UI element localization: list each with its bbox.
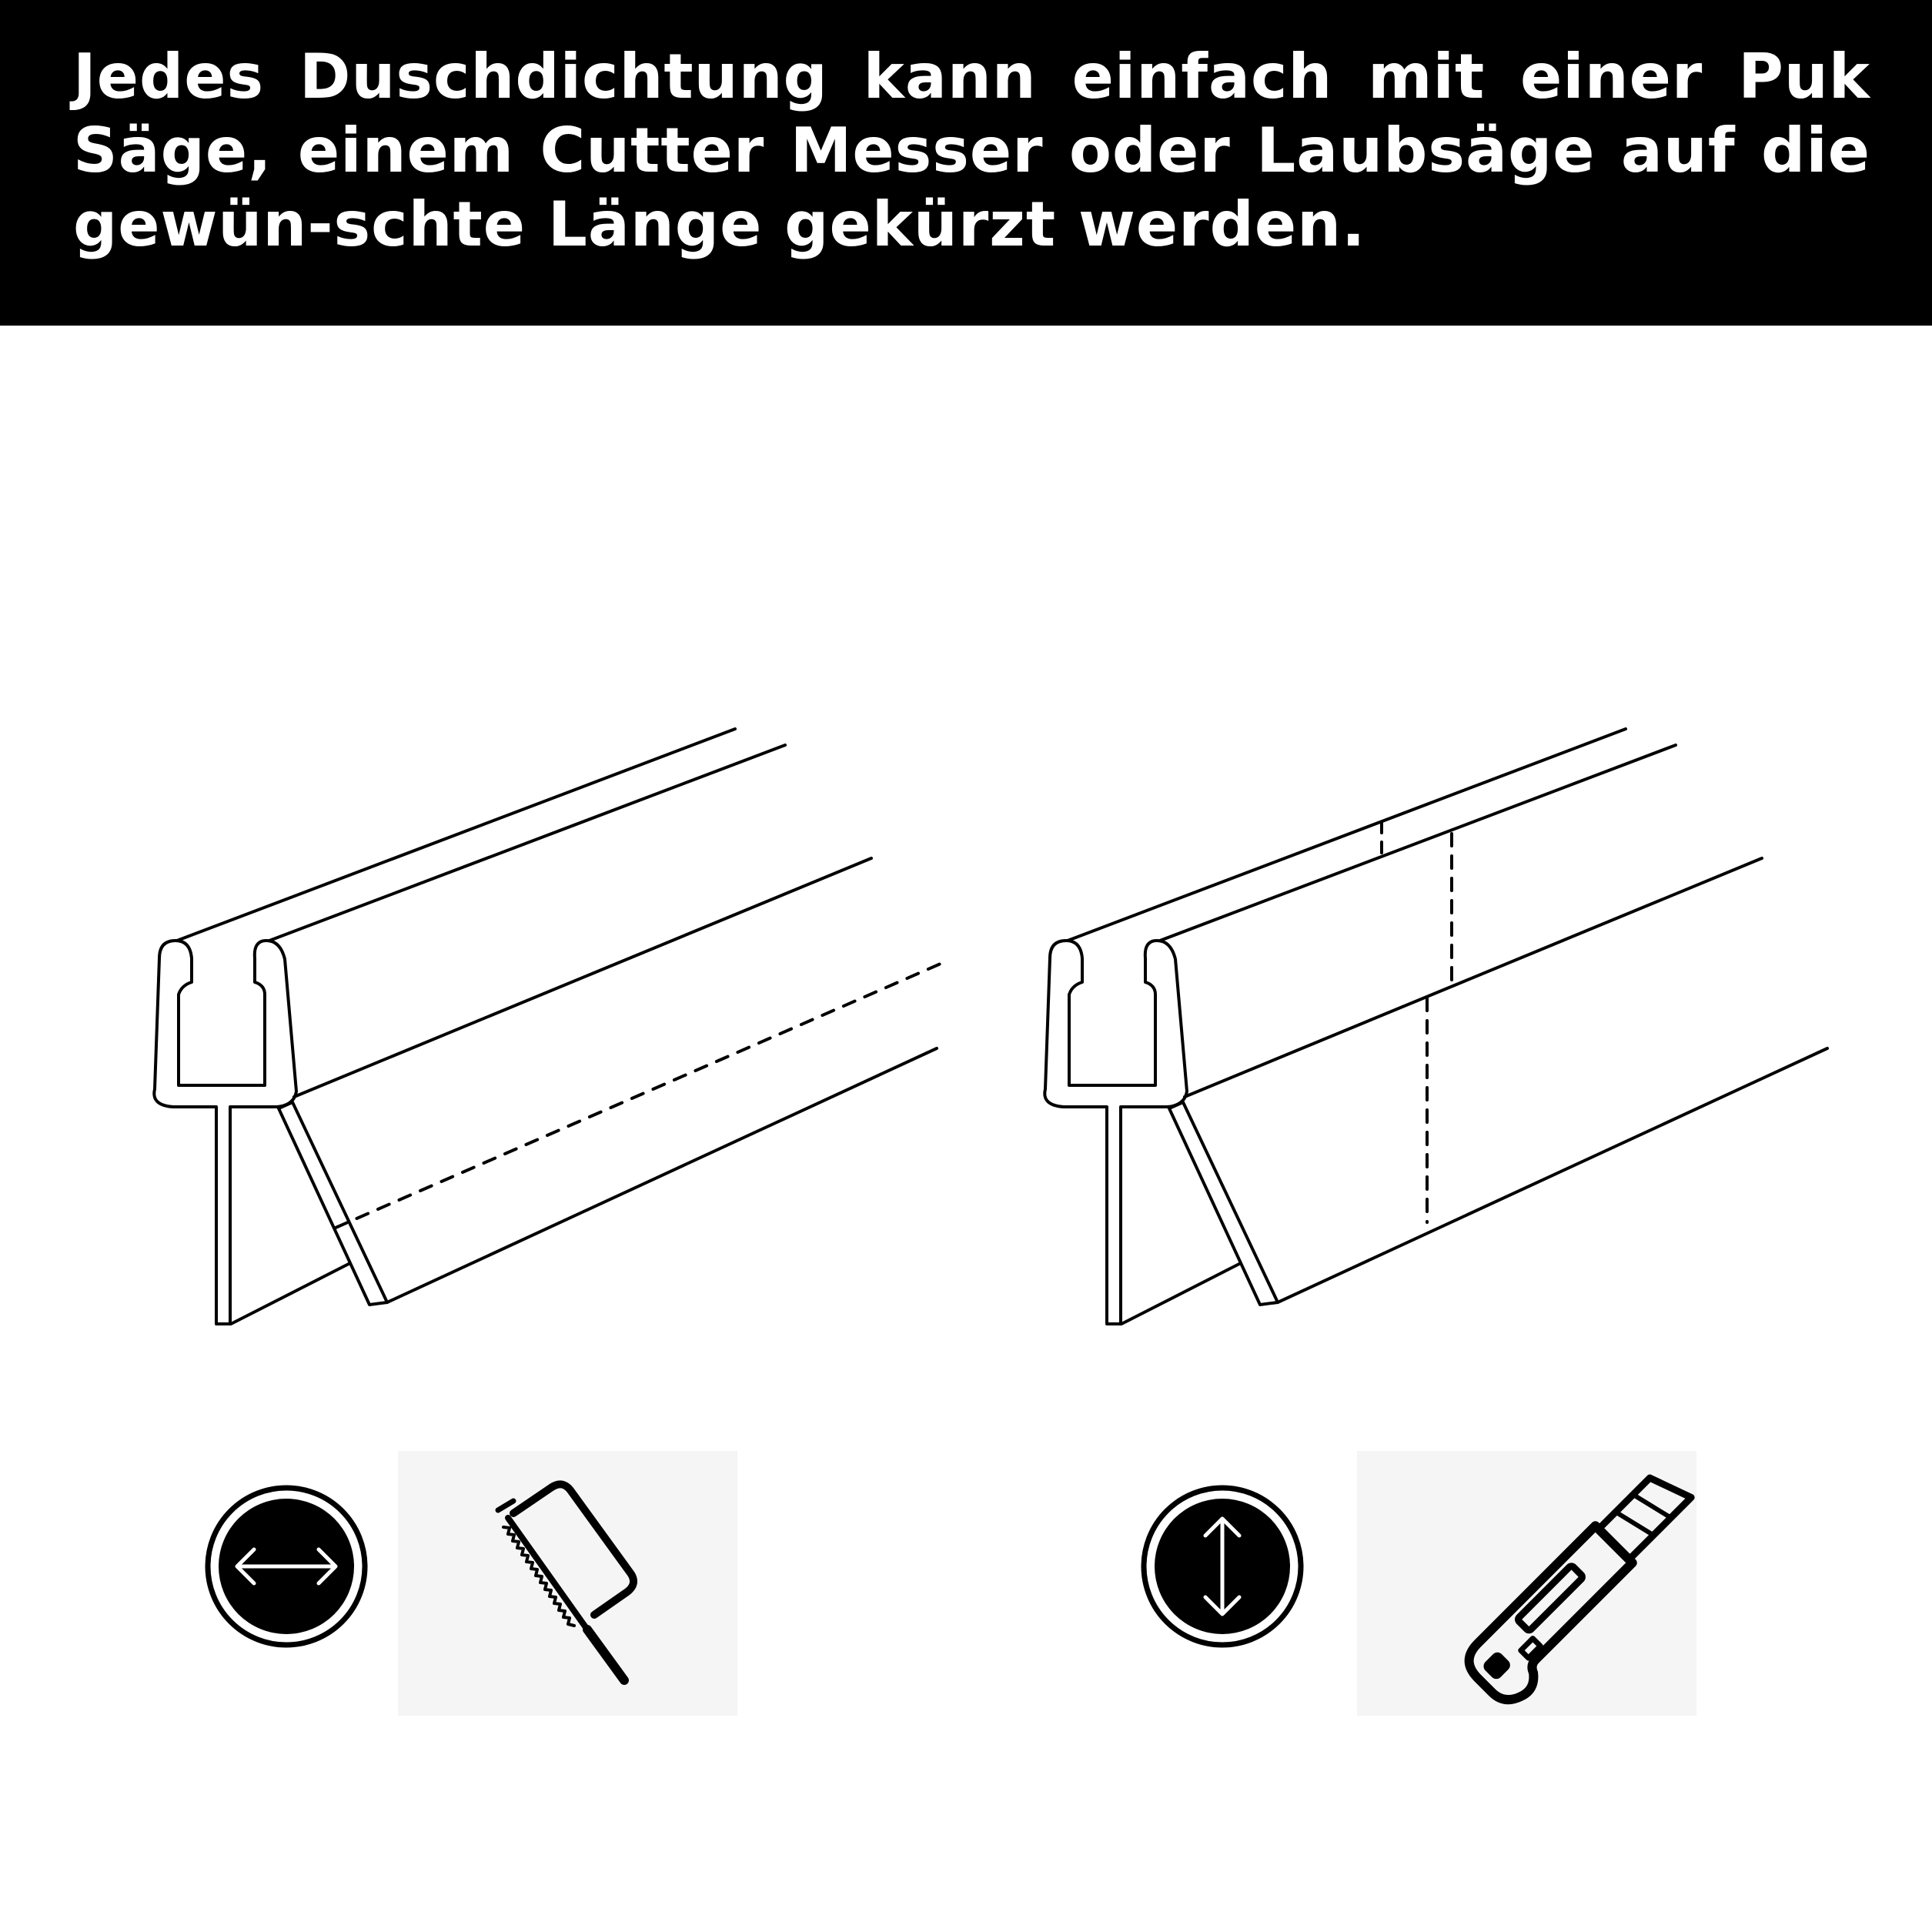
seal-edge-top-inner [269, 745, 785, 941]
seal-edge-fin-base [1278, 1048, 1827, 1302]
seal-u-channel [1045, 941, 1187, 1324]
seal-profile-lengthwise-cut [154, 729, 941, 1324]
seal-edge-body-top [1185, 858, 1762, 1097]
cut-line-lengthwise [336, 964, 941, 1228]
double-arrow-horizontal-icon [208, 1488, 365, 1645]
double-arrow-vertical-icon [1144, 1488, 1301, 1645]
seal-u-channel [154, 941, 296, 1324]
tool-box-cutter [1357, 1451, 1696, 1716]
seal-edge-top-outer [177, 729, 735, 941]
seal-fin [279, 1102, 387, 1305]
instruction-text: Jedes Duschdichtung kann einfach mit einer Puk Säge, einem Cutter Messer oder Laubsäge auf die gewün-schte Länge gekürzt werden. [73, 41, 1870, 260]
seal-edge-top-inner [1160, 745, 1676, 941]
seal-edge-top-outer [1068, 729, 1626, 941]
seal-fin [1169, 1102, 1278, 1305]
seal-profile-crosswise-cut [1045, 729, 1827, 1324]
seal-edge-body-top [294, 858, 871, 1097]
seal-edge-bottom-short [231, 1264, 349, 1324]
seal-edge-bottom-short [1121, 1264, 1239, 1324]
